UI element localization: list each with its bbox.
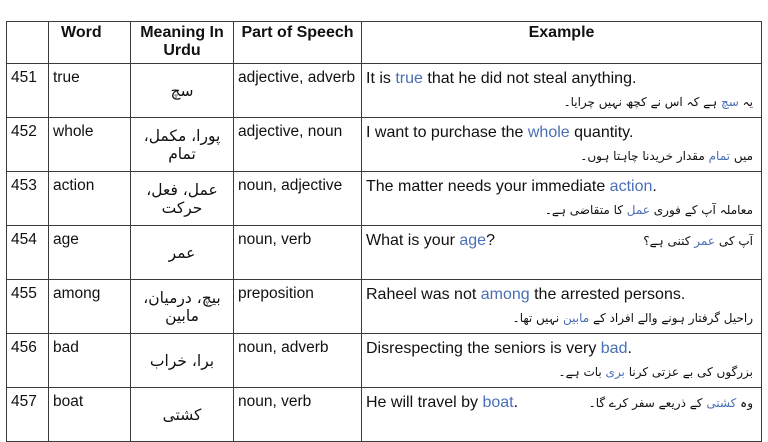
urdu-example-keyword: سچ [721, 95, 739, 109]
part-of-speech: noun, adverb [234, 334, 362, 388]
english-word: true [49, 64, 131, 118]
part-of-speech: preposition [234, 280, 362, 334]
header-meaning-in-urdu: Meaning In Urdu [131, 22, 234, 64]
example-text: The matter needs your immediate [366, 178, 610, 195]
urdu-meaning: کشتی [131, 388, 234, 442]
urdu-example [643, 233, 757, 249]
example-keyword: action [609, 178, 653, 195]
english-example [366, 285, 757, 304]
entry-number: 457 [7, 388, 49, 442]
english-example [366, 177, 757, 196]
example-cell [362, 388, 762, 442]
urdu-meaning: پورا، مکمل، تمام [131, 118, 234, 172]
urdu-example-keyword: کشتی [706, 396, 737, 410]
urdu-example [366, 202, 757, 218]
part-of-speech: adjective, noun [234, 118, 362, 172]
entry-number: 455 [7, 280, 49, 334]
urdu-example-text: ہے کہ اس نے کچھ نہیں چرایا۔ [563, 95, 721, 109]
urdu-meaning: عمل، فعل، حرکت [131, 172, 234, 226]
example-keyword: among [480, 286, 530, 303]
example-cell [362, 172, 762, 226]
urdu-example-keyword: بری [605, 365, 625, 379]
part-of-speech: noun, verb [234, 226, 362, 280]
urdu-meaning: بیچ، درمیان، مابین [131, 280, 234, 334]
example-cell [362, 280, 762, 334]
urdu-meaning: سچ [131, 64, 234, 118]
header-row [7, 22, 762, 64]
example-keyword: true [395, 70, 423, 87]
english-word: bad [49, 334, 131, 388]
entry-number: 453 [7, 172, 49, 226]
english-example [366, 339, 757, 358]
urdu-example-keyword: عمل [626, 203, 650, 217]
urdu-example-text: یہ [738, 95, 753, 109]
entry-number: 456 [7, 334, 49, 388]
entry-number: 451 [7, 64, 49, 118]
urdu-example-keyword: مابین [562, 311, 590, 325]
entry-number: 452 [7, 118, 49, 172]
urdu-example [366, 148, 757, 164]
english-example [366, 69, 757, 88]
urdu-example-text: مقدار خریدنا چاہتا ہوں۔ [580, 149, 709, 163]
urdu-example [366, 364, 757, 380]
urdu-example-keyword: تمام [708, 149, 730, 163]
urdu-meaning: برا، خراب [131, 334, 234, 388]
urdu-meaning: عمر [131, 226, 234, 280]
table-row [7, 64, 762, 118]
example-cell [362, 334, 762, 388]
urdu-example-text: کتنی ہے؟ [643, 234, 695, 248]
urdu-example [366, 94, 757, 110]
table-row [7, 226, 762, 280]
urdu-example-text: وہ [736, 396, 753, 410]
urdu-example [589, 395, 757, 411]
english-example [366, 232, 495, 249]
urdu-example-text: میں [730, 149, 753, 163]
header-number [7, 22, 49, 64]
part-of-speech: noun, adjective [234, 172, 362, 226]
header-part-of-speech: Part of Speech [234, 22, 362, 64]
example-text: He will travel by [366, 394, 483, 411]
table-row [7, 334, 762, 388]
example-cell [362, 64, 762, 118]
english-word: whole [49, 118, 131, 172]
urdu-example-text: کے ذریعے سفر کرے گا۔ [588, 396, 707, 410]
example-text: the arrested persons. [529, 286, 686, 303]
example-keyword: boat [482, 394, 514, 411]
english-example [366, 394, 518, 411]
english-word: age [49, 226, 131, 280]
header-example: Example [362, 22, 762, 64]
urdu-example-text: راحیل گرفتار ہونے والے افراد کے [589, 311, 753, 325]
example-keyword: age [459, 232, 487, 249]
urdu-example-text: بزرگوں کی بے عزتی کرنا [624, 365, 753, 379]
table-row [7, 280, 762, 334]
urdu-example-text: معاملہ آپ کے فوری [649, 203, 753, 217]
english-word: boat [49, 388, 131, 442]
urdu-example-text: بات ہے۔ [558, 365, 606, 379]
example-text: . [513, 394, 519, 411]
table-row [7, 388, 762, 442]
example-keyword: bad [600, 340, 628, 357]
example-text: quantity. [569, 124, 634, 141]
header-word: Word [49, 22, 131, 64]
urdu-example-text: نہیں تھا۔ [512, 311, 563, 325]
urdu-example-keyword: عمر [694, 234, 716, 248]
example-cell [362, 118, 762, 172]
table-row [7, 172, 762, 226]
english-word: among [49, 280, 131, 334]
urdu-example-text: آپ کی [715, 234, 753, 248]
example-text: I want to purchase the [366, 124, 528, 141]
urdu-example-text: کا متقاضی ہے۔ [544, 203, 627, 217]
english-word: action [49, 172, 131, 226]
example-text: . [652, 178, 657, 195]
entry-number: 454 [7, 226, 49, 280]
urdu-example [366, 310, 757, 326]
example-text: ? [486, 232, 495, 249]
example-text: that he did not steal anything. [422, 70, 637, 87]
part-of-speech: adjective, adverb [234, 64, 362, 118]
english-example [366, 123, 757, 142]
part-of-speech: noun, verb [234, 388, 362, 442]
table-row [7, 118, 762, 172]
example-cell [362, 226, 762, 280]
example-keyword: whole [527, 124, 570, 141]
example-text: . [627, 340, 632, 357]
example-text: It is [366, 70, 396, 87]
example-text: Raheel was not [366, 286, 481, 303]
example-text: Disrespecting the seniors is very [366, 340, 601, 357]
example-text: What is your [366, 232, 460, 249]
vocabulary-table [6, 21, 762, 442]
